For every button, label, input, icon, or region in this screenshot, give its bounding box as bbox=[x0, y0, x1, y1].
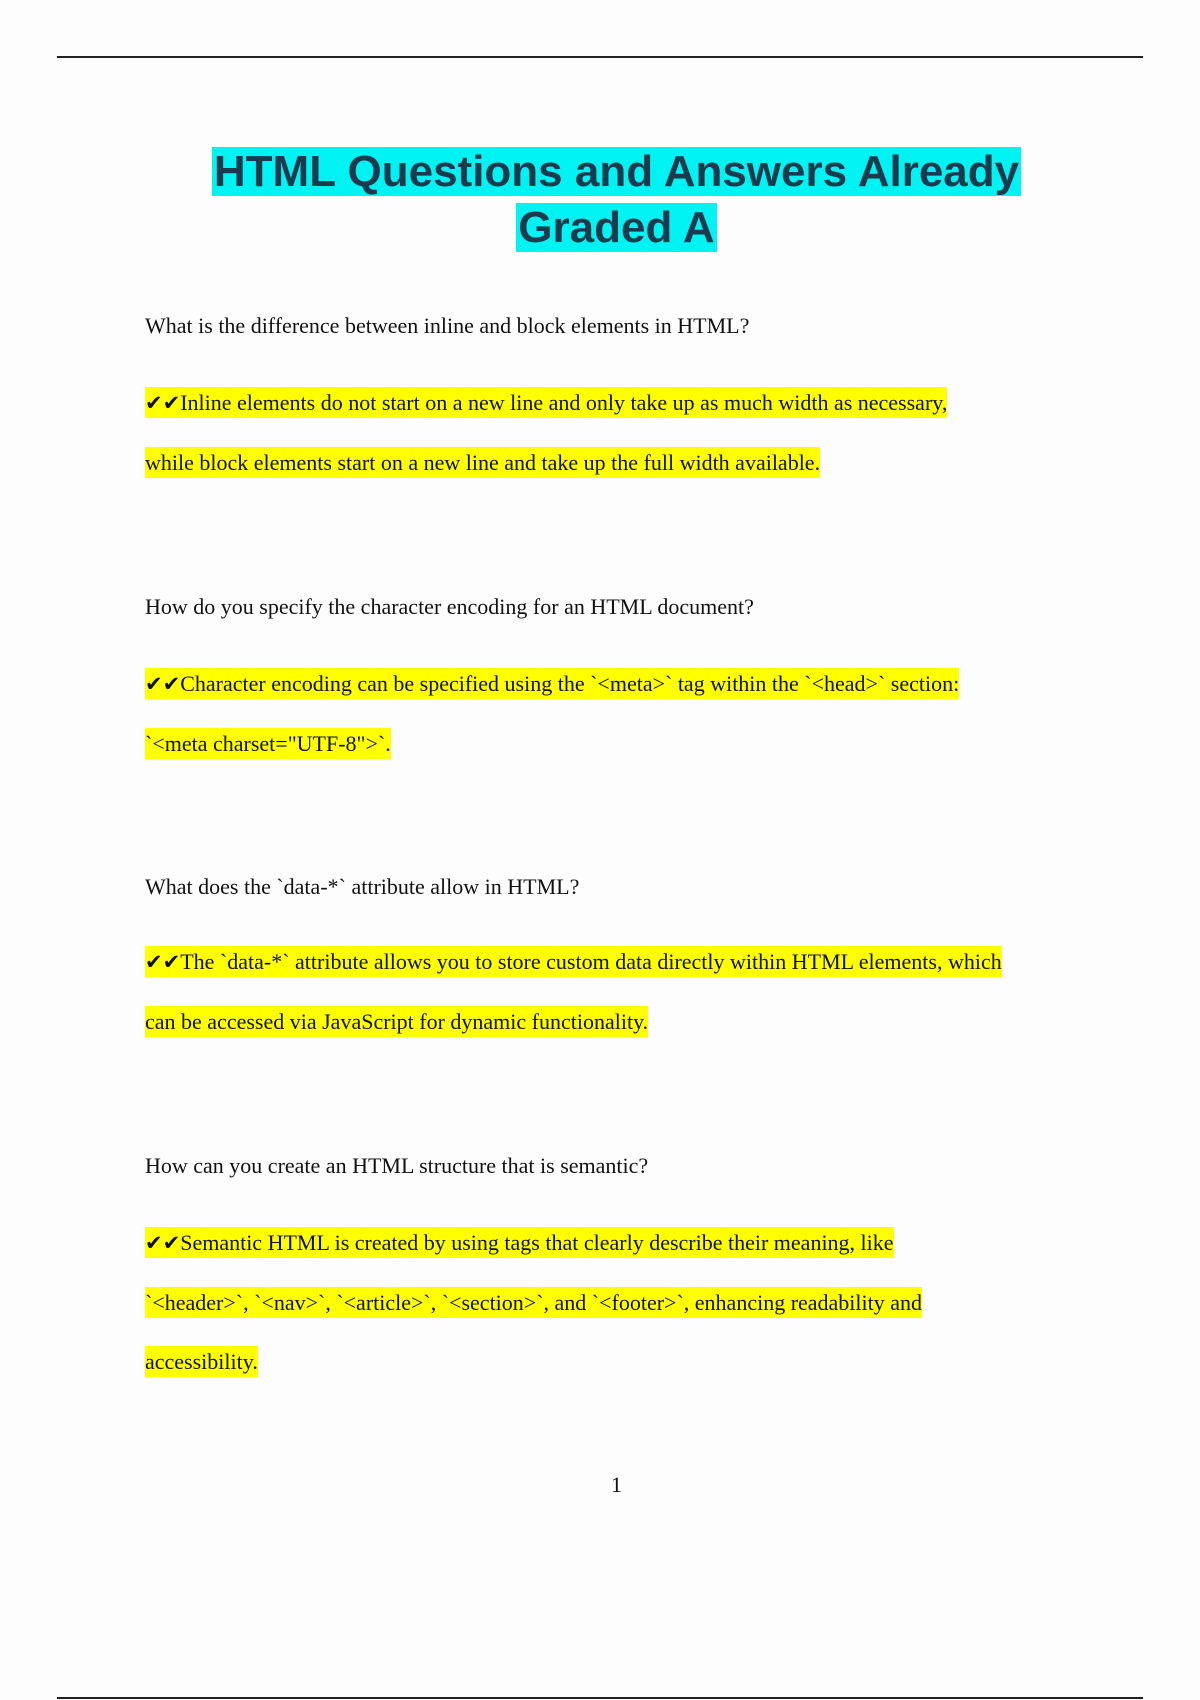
answer-line: `<meta charset="UTF-8">`. bbox=[145, 728, 391, 759]
question-2: How do you specify the character encoding for an HTML document? bbox=[145, 594, 754, 619]
answer-line: `<header>`, `<nav>`, `<article>`, `<section>`, and `<footer>`, enhancing readability and bbox=[145, 1287, 922, 1318]
document-title bbox=[0, 144, 1200, 256]
title-line-1: HTML Questions and Answers Already bbox=[213, 147, 1020, 196]
answer-line: accessibility. bbox=[145, 1346, 258, 1377]
answer-line: while block elements start on a new line and take up the full width available. bbox=[145, 447, 820, 478]
answer-line: Character encoding can be specified using the `<meta>` tag within the `<head>` section: bbox=[180, 671, 960, 696]
answer-line: The `data-*` attribute allows you to store custom data directly within HTML elements, which bbox=[180, 949, 1002, 974]
question-3: What does the `data-*` attribute allow in HTML? bbox=[145, 874, 580, 899]
double-check-icon: ✔✔ bbox=[145, 672, 181, 696]
answer-1 bbox=[145, 373, 1105, 493]
answer-2 bbox=[145, 654, 1105, 774]
double-check-icon: ✔✔ bbox=[145, 391, 181, 415]
page-number: 1 bbox=[611, 1472, 622, 1497]
top-rule bbox=[57, 56, 1143, 58]
question-4: How can you create an HTML structure that is semantic? bbox=[145, 1153, 649, 1178]
title-line-2: Graded A bbox=[518, 203, 715, 252]
answer-3 bbox=[145, 932, 1105, 1052]
answer-4 bbox=[145, 1213, 1105, 1391]
answer-line: Inline elements do not start on a new line and only take up as much width as necessary, bbox=[180, 390, 948, 415]
bottom-rule bbox=[57, 1697, 1143, 1699]
answer-line: Semantic HTML is created by using tags that clearly describe their meaning, like bbox=[180, 1230, 894, 1255]
double-check-icon: ✔✔ bbox=[145, 950, 181, 974]
question-1: What is the difference between inline and block elements in HTML? bbox=[145, 313, 750, 338]
answer-line: can be accessed via JavaScript for dynamic functionality. bbox=[145, 1006, 648, 1037]
double-check-icon: ✔✔ bbox=[145, 1231, 181, 1255]
